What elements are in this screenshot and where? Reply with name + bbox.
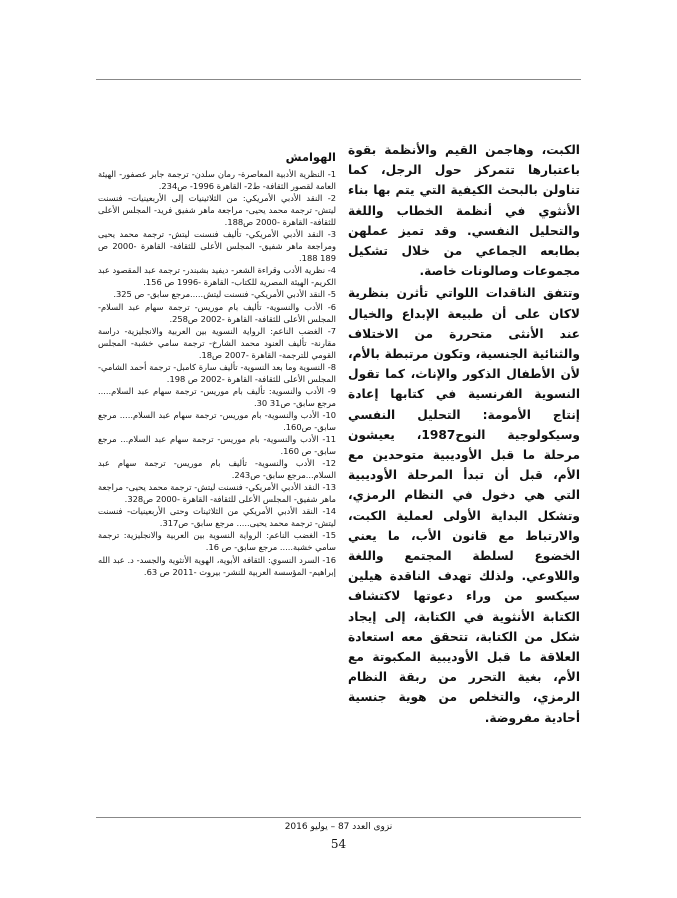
footnotes-list [98,168,336,578]
footnote-item: 5- النقد الأدبي الأمريكي- فنسنت ليتش.....مرجع سابق- ص 325. [113,289,336,300]
header-rule [96,79,581,80]
footnote-item: 9- الأدب والنسوية: تأليف بام موريس- ترجمة سهام عبد السلام..... مرجع سابق- ص31 30. [98,385,336,408]
footnote-item: 7- الغضب الناعم: الرواية النسوية بين العربية والانجليزية- دراسة مقارنة- تأليف العنود محمد الشارخ- ترجمة سامي خشبة- المجلس القومي للترجمة- القاهرة -2007 ص18. [98,325,336,360]
page-number: 54 [330,837,347,851]
footnote-item: 6- الأدب والنسوية- تأليف بام موريس- ترجمة سهام عبد السلام- المجلس الأعلى للثقافة- القاهرة -2002 ص258. [98,301,336,324]
footnote-item: 13- النقد الأدبي الأمريكي- فنسنت ليتش- ترجمة محمد يحيى- مراجعة ماهر شفيق- المجلس الأعلى للثقافة- القاهرة -2000 ص328. [98,482,336,505]
footnote-item: 15- الغضب الناعم: الرواية النسوية بين العربية والانجليزية: ترجمة سامي خشبة..... مرجع سابق- ص 16. [98,530,336,553]
footnote-item: 2- النقد الأدبي الأمريكي: من الثلاثينيات إلى الأربعينيات- فنسنت ليتش- ترجمة محمد يحيى- مراجعة ماهر شفيق فريد- المجلس الأعلى للثقافة- القاهرة -2000 ص188. [98,193,336,228]
footnote-item: 16- السرد النسوي: الثقافة الأبوية، الهوية الأنثوية والجسد- د. عبد الله إبراهيم- المؤسسة العربية للنشر- بيروت -2011 ص 63. [98,554,336,577]
footnote-item: 4- نظرية الأدب وقراءة الشعر- ديفيد بشبندر- ترجمة عبد المقصود عبد الكريم- الهيئة المصرية للكتاب- القاهرة -1996 ص 156. [98,265,336,288]
footnote-item: 8- النسوية وما بعد النسوية- تأليف سارة كامبل- ترجمة أحمد الشامي- المجلس الأعلى للثقافة- القاهرة -2002 ص 198. [98,361,336,384]
footnotes-column [98,150,336,578]
footer-issue-label: نزوى العدد 87 – يوليو 2016 [284,822,393,832]
footnote-item: 12- الأدب والنسوية- تأليف بام موريس- ترجمة سهام عبد السلام...مرجع سابق- ص243. [98,458,336,481]
main-text-column [348,140,580,730]
footer-rule [96,817,581,818]
footnotes-title: الهوامش [285,150,336,164]
footnote-item: 3- النقد الأدبي الأمريكي- تأليف فنسنت ليتش- ترجمة محمد يحيى ومراجعة ماهر شفيق- المجلس الأعلى للثقافة- القاهرة -2000 ص 189 188. [98,229,336,264]
footnote-item: 11- الأدب والنسوية- بام موريس- ترجمة سهام عبد السلام... مرجع سابق- ص 160. [98,434,336,457]
footnote-item: 10- الأدب والنسوية- بام موريس- ترجمة سهام عبد السلام..... مرجع سابق- ص160. [98,409,336,432]
footnote-item: 14- النقد الأدبي الأمريكي من الثلاثينات وحتى الأربعينيات- فنسنت ليتش- ترجمة محمد يحيى..... مرجع سابق- ص317. [98,506,336,529]
main-paragraph-2: وتتفق الناقدات اللواتي تأثرن بنظرية لاكان على أن طبيعة الإبداع والخيال عند الأنثى متحررة من الاختلاف والثنائية الجنسية، وتكون مرتبطة بالأم، لأن الأطفال الذكور والإناث، كما تقول النسوية الفرنسية في كتابها إعادة إنتاج الأمومة: التحليل النفسي وسيكولوجية النوح1987، يعيشون مرحلة ما قبل الأوديبية متوحدين مع الأم، قبل أن تبدأ المرحلة الأوديبية التي هي دخول في النظام الرمزي، وتشكل البداية الأولى لعملية الكبت، والارتباط مع قانون الأب، ما يعني الخضوع لسلطة المجتمع واللغة واللاوعي. ولذلك تهدف الناقدة هيلين سيكسو من وراء دعوتها لاكتشاف الكتابة الأنثوية في الكتابة، إلى إيجاد شكل من الكتابة، تتحقق معه استعادة العلاقة ما قبل الأوديبية المكبوتة مع الأم، بغية التحرر من ربقة النظام الرمزي، والتخلص من هوية جنسية أحادية مفروضة. [348,286,581,725]
main-paragraph-1: الكبت، وهاجمن القيم والأنظمة بقوة باعتبارها تتمركز حول الرجل، كما تناولن بالبحث الكيفية التي يتم بها بناء الأنثوي في أنظمة الخطاب واللغة والتحليل النفسي. وقد تميز عملهن بطابعه الجماعي من خلال تشكيل مجموعات وصالونات خاصة. [348,143,580,279]
footnote-item: 1- النظرية الأدبية المعاصرة- رمان سلدن- ترجمة جابر عصفور- الهيئة العامة لقصور الثقافة- ط2- القاهرة 1996- ص234. [98,169,336,192]
